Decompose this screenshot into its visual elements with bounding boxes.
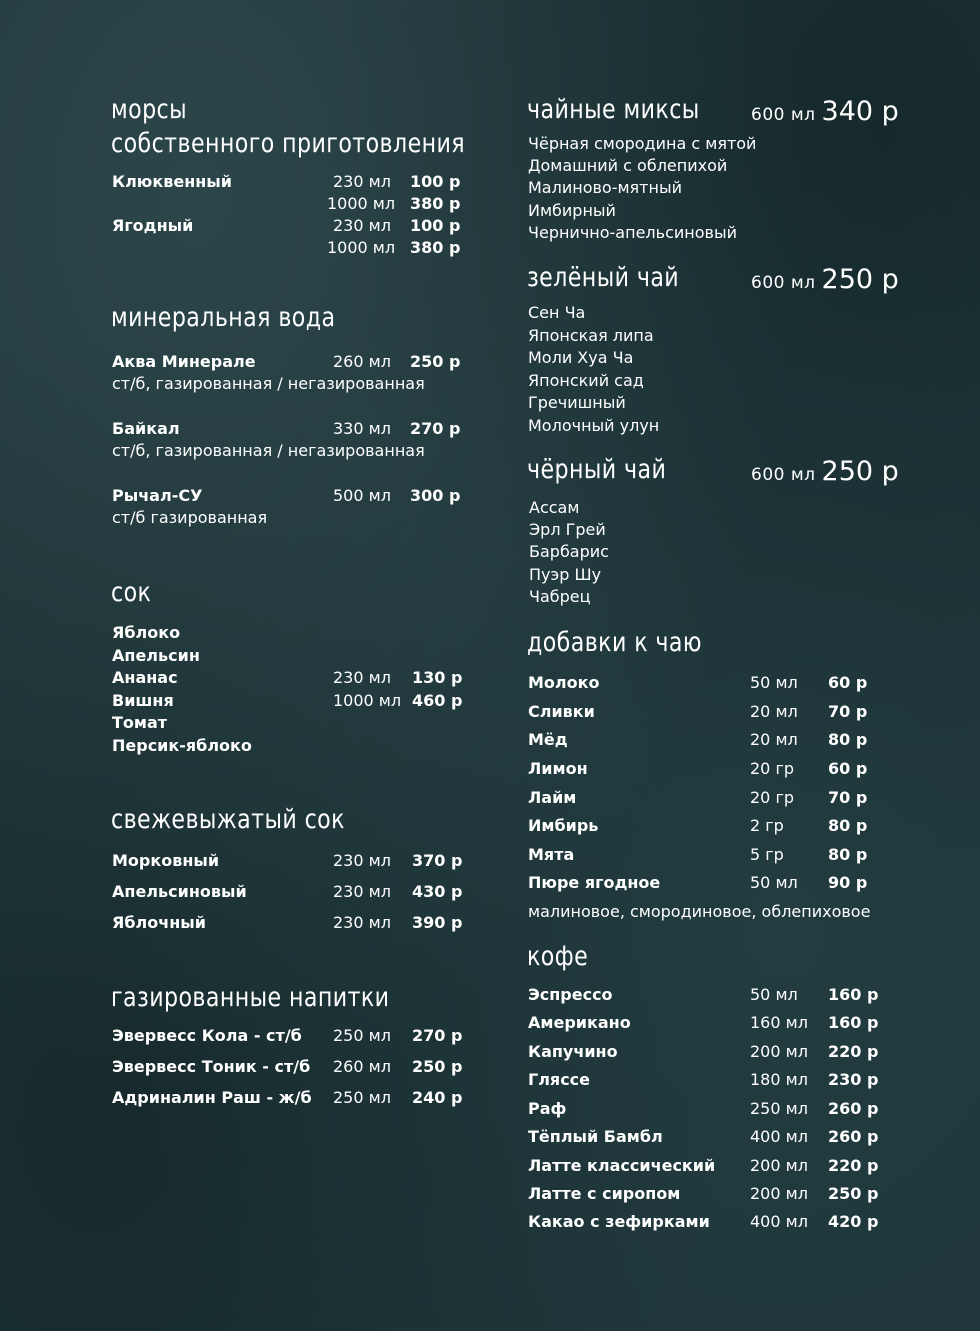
section-title-green-tea: зелёный чай — [527, 262, 680, 293]
item-name: Пюре ягодное — [528, 873, 661, 892]
item-volume: 230 мл — [333, 851, 391, 870]
item-volume: 200 мл — [750, 1042, 808, 1061]
section-volume: 600 мл — [751, 273, 816, 293]
list-item: Чернично-апельсиновый — [528, 223, 737, 242]
item-name: Яблоко — [112, 623, 181, 642]
item-name: Эспрессо — [528, 985, 613, 1004]
item-name: Ягодный — [112, 216, 194, 235]
item-volume: 230 мл — [333, 913, 391, 932]
item-name: Капучино — [528, 1042, 618, 1061]
section-price: 250 р — [821, 456, 899, 487]
item-price: 270 р — [412, 1026, 463, 1045]
item-price: 80 р — [828, 845, 868, 864]
item-name: Латте классический — [528, 1156, 716, 1175]
item-volume: 500 мл — [333, 486, 391, 505]
item-name: Эвервесс Тоник - ст/б — [112, 1057, 311, 1076]
section-title-morsy: морсы — [111, 94, 188, 125]
list-item: Имбирный — [528, 201, 616, 220]
item-price: 160 р — [828, 985, 879, 1004]
item-price: 70 р — [828, 788, 868, 807]
item-price: 70 р — [828, 702, 868, 721]
item-volume: 250 мл — [333, 1026, 391, 1045]
item-volume: 180 мл — [750, 1070, 808, 1089]
list-item: Домашний с облепихой — [528, 156, 728, 175]
item-volume: 2 гр — [750, 816, 784, 835]
item-volume: 230 мл — [333, 216, 391, 235]
section-price-black-tea — [751, 456, 899, 487]
item-volume: 260 мл — [333, 1057, 391, 1076]
list-item: Чёрная смородина с мятой — [528, 134, 757, 153]
item-price: 250 р — [412, 1057, 463, 1076]
item-volume: 260 мл — [333, 352, 391, 371]
item-volume: 400 мл — [750, 1212, 808, 1231]
item-price: 390 р — [412, 913, 463, 932]
item-volume: 250 мл — [333, 1088, 391, 1107]
section-price-tea-mix — [751, 96, 899, 127]
list-item: Японский сад — [528, 371, 644, 390]
section-price: 340 р — [821, 96, 899, 127]
section-title-tea-mix: чайные миксы — [527, 94, 700, 125]
item-name: Американо — [528, 1013, 631, 1032]
list-item: Малиново-мятный — [528, 178, 682, 197]
item-volume: 330 мл — [333, 419, 391, 438]
item-name: Мёд — [528, 730, 568, 749]
item-note: ст/б, газированная / негазированная — [112, 374, 425, 393]
item-volume: 20 гр — [750, 759, 795, 778]
section-title-coffee: кофе — [527, 941, 589, 972]
item-name: Клюквенный — [112, 172, 232, 191]
item-price: 260 р — [828, 1099, 879, 1118]
item-name: Латте с сиропом — [528, 1184, 681, 1203]
section-title-fresh: свежевыжатый сок — [111, 804, 345, 835]
item-volume: 230 мл — [333, 172, 391, 191]
list-item: Японская липа — [528, 326, 654, 345]
item-volume: 160 мл — [750, 1013, 808, 1032]
item-name: Мята — [528, 845, 575, 864]
item-note: ст/б газированная — [112, 508, 268, 527]
item-price: 250 р — [828, 1184, 879, 1203]
item-price: 370 р — [412, 851, 463, 870]
section-volume: 600 мл — [751, 105, 816, 125]
section-volume: 600 мл — [751, 465, 816, 485]
item-price: 380 р — [410, 194, 461, 213]
item-name: Байкал — [112, 419, 180, 438]
item-name: Апельсиновый — [112, 882, 247, 901]
item-price: 420 р — [828, 1212, 879, 1231]
item-price: 80 р — [828, 730, 868, 749]
item-price: 220 р — [828, 1156, 879, 1175]
item-price: 220 р — [828, 1042, 879, 1061]
item-volume: 5 гр — [750, 845, 784, 864]
item-price: 430 р — [412, 882, 463, 901]
item-note: малиновое, смородиновое, облепиховое — [528, 902, 871, 921]
item-volume: 20 мл — [750, 730, 798, 749]
item-name: Тёплый Бамбл — [528, 1127, 663, 1146]
item-name: Сливки — [528, 702, 595, 721]
item-name: Ананас — [112, 668, 178, 687]
item-price: 80 р — [828, 816, 868, 835]
item-name: Молоко — [528, 673, 600, 692]
item-name: Вишня — [112, 691, 174, 710]
list-item: Сен Ча — [528, 303, 586, 322]
item-price: 270 р — [410, 419, 461, 438]
item-volume: 20 гр — [750, 788, 795, 807]
section-title-mineral: минеральная вода — [111, 302, 336, 333]
section-subtitle-morsy: собственного приготовления — [111, 128, 466, 159]
item-name: Лайм — [528, 788, 577, 807]
item-name: Адриналин Раш - ж/б — [112, 1088, 312, 1107]
section-title-additions: добавки к чаю — [527, 627, 702, 658]
list-item: Молочный улун — [528, 416, 660, 435]
item-price: 230 р — [828, 1070, 879, 1089]
item-name: Раф — [528, 1099, 567, 1118]
item-name: Персик-яблоко — [112, 736, 252, 755]
item-name: Яблочный — [112, 913, 206, 932]
item-volume: 250 мл — [750, 1099, 808, 1118]
item-name: Рычал-СУ — [112, 486, 203, 505]
item-price: 60 р — [828, 673, 868, 692]
list-item: Гречишный — [528, 393, 626, 412]
list-item: Эрл Грей — [529, 520, 606, 539]
list-item: Моли Хуа Ча — [528, 348, 634, 367]
item-price: 240 р — [412, 1088, 463, 1107]
item-volume: 50 мл — [750, 673, 798, 692]
item-price: 460 р — [412, 691, 463, 710]
item-price: 300 р — [410, 486, 461, 505]
item-price: 60 р — [828, 759, 868, 778]
item-name: Эвервесс Кола - ст/б — [112, 1026, 302, 1045]
item-name: Какао с зефирками — [528, 1212, 710, 1231]
section-title-soda: газированные напитки — [111, 982, 390, 1013]
section-title-juice: сок — [111, 577, 152, 608]
item-volume: 20 мл — [750, 702, 798, 721]
item-note: ст/б, газированная / негазированная — [112, 441, 425, 460]
item-volume: 1000 мл — [333, 691, 402, 710]
item-price: 260 р — [828, 1127, 879, 1146]
item-name: Лимон — [528, 759, 588, 778]
section-price: 250 р — [821, 264, 899, 295]
list-item: Чабрец — [529, 587, 591, 606]
item-price: 250 р — [410, 352, 461, 371]
item-price: 100 р — [410, 172, 461, 191]
item-price: 90 р — [828, 873, 868, 892]
list-item: Ассам — [529, 498, 580, 517]
item-volume: 1000 мл — [327, 194, 396, 213]
item-volume: 50 мл — [750, 873, 798, 892]
list-item: Барбарис — [529, 542, 609, 561]
item-name: Гляссе — [528, 1070, 591, 1089]
item-price: 380 р — [410, 238, 461, 257]
section-price-green-tea — [751, 264, 899, 295]
section-title-black-tea: чёрный чай — [527, 454, 667, 485]
item-price: 160 р — [828, 1013, 879, 1032]
list-item: Пуэр Шу — [529, 565, 602, 584]
item-volume: 230 мл — [333, 668, 391, 687]
item-name: Апельсин — [112, 646, 200, 665]
item-volume: 1000 мл — [327, 238, 396, 257]
item-price: 130 р — [412, 668, 463, 687]
item-name: Томат — [112, 713, 168, 732]
item-name: Аква Минерале — [112, 352, 256, 371]
item-name: Морковный — [112, 851, 220, 870]
item-volume: 200 мл — [750, 1156, 808, 1175]
item-name: Имбирь — [528, 816, 599, 835]
item-volume: 400 мл — [750, 1127, 808, 1146]
item-volume: 50 мл — [750, 985, 798, 1004]
item-price: 100 р — [410, 216, 461, 235]
item-volume: 200 мл — [750, 1184, 808, 1203]
item-volume: 230 мл — [333, 882, 391, 901]
